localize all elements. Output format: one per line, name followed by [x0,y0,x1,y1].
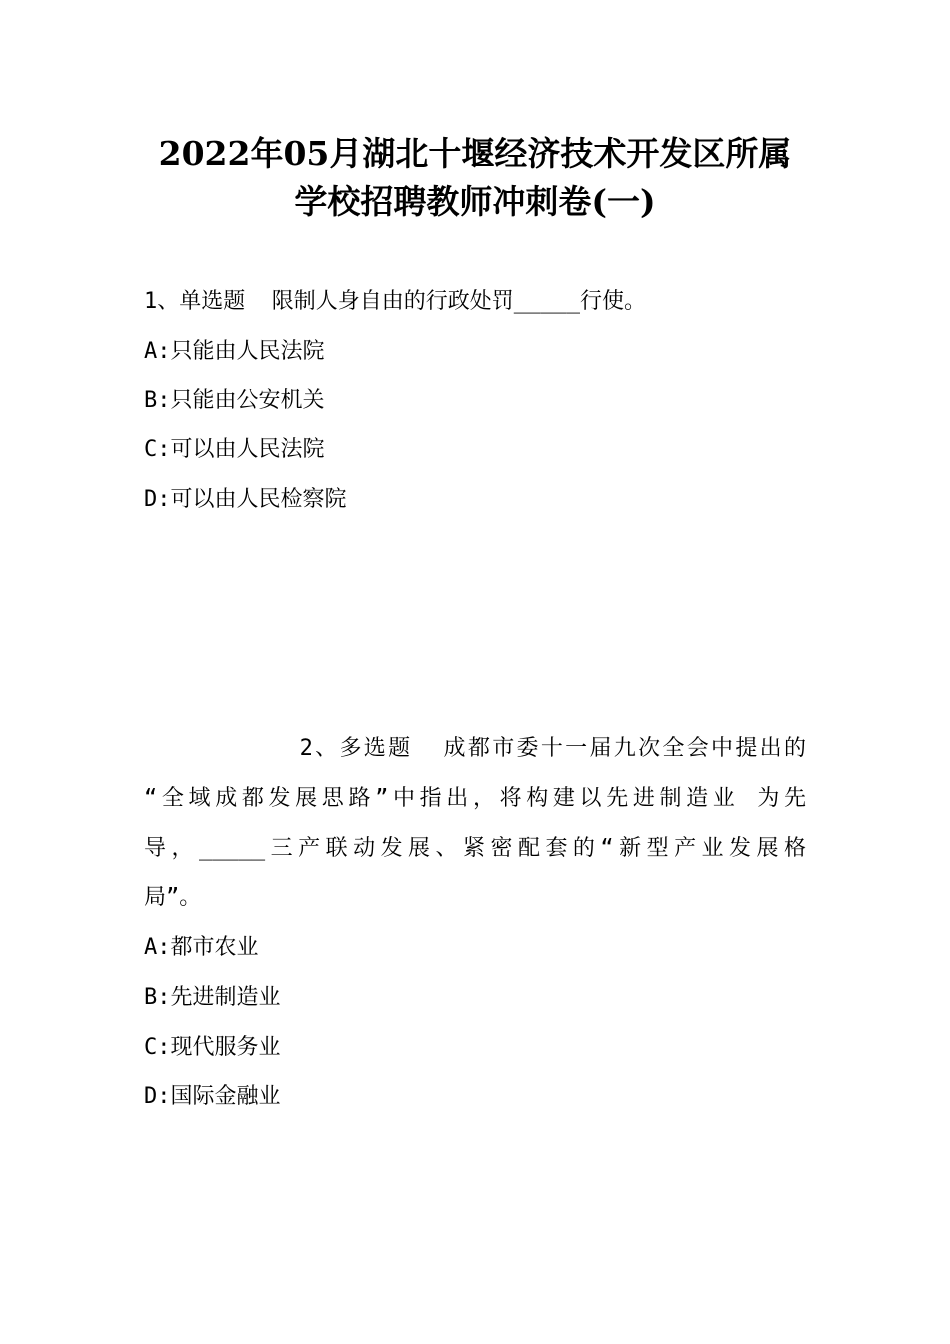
document-title-line-1: 2022年05月湖北十堰经济技术开发区所属 [158,134,792,173]
question-1-option-d: D:可以由人民检察院 [144,487,347,512]
question-2-stem-line-2: “全域成都发展思路”中指出，将构建以先进制造业 为先 [144,786,806,811]
question-1-option-b: B:只能由公安机关 [144,388,325,413]
document-title-line-2: 学校招聘教师冲刺卷(一) [294,182,656,221]
question-2-stem-line-1: 2、多选题 成都市委十一届九次全会中提出的 [144,736,806,761]
question-2-option-a: A:都市农业 [144,935,259,960]
question-1-option-a: A:只能由人民法院 [144,339,325,364]
question-1-option-c: C:可以由人民法院 [144,437,325,462]
question-2-option-c: C:现代服务业 [144,1035,281,1060]
question-1-stem: 1、单选题 限制人身自由的行政处罚_____行使。 [144,289,646,314]
question-2-option-b: B:先进制造业 [144,985,281,1010]
question-2-option-d: D:国际金融业 [144,1084,281,1109]
question-2-stem-line-4: 局”。 [144,885,202,910]
question-2-stem-line-3: 导，_____三产联动发展、紧密配套的“新型产业发展格 [144,836,806,861]
